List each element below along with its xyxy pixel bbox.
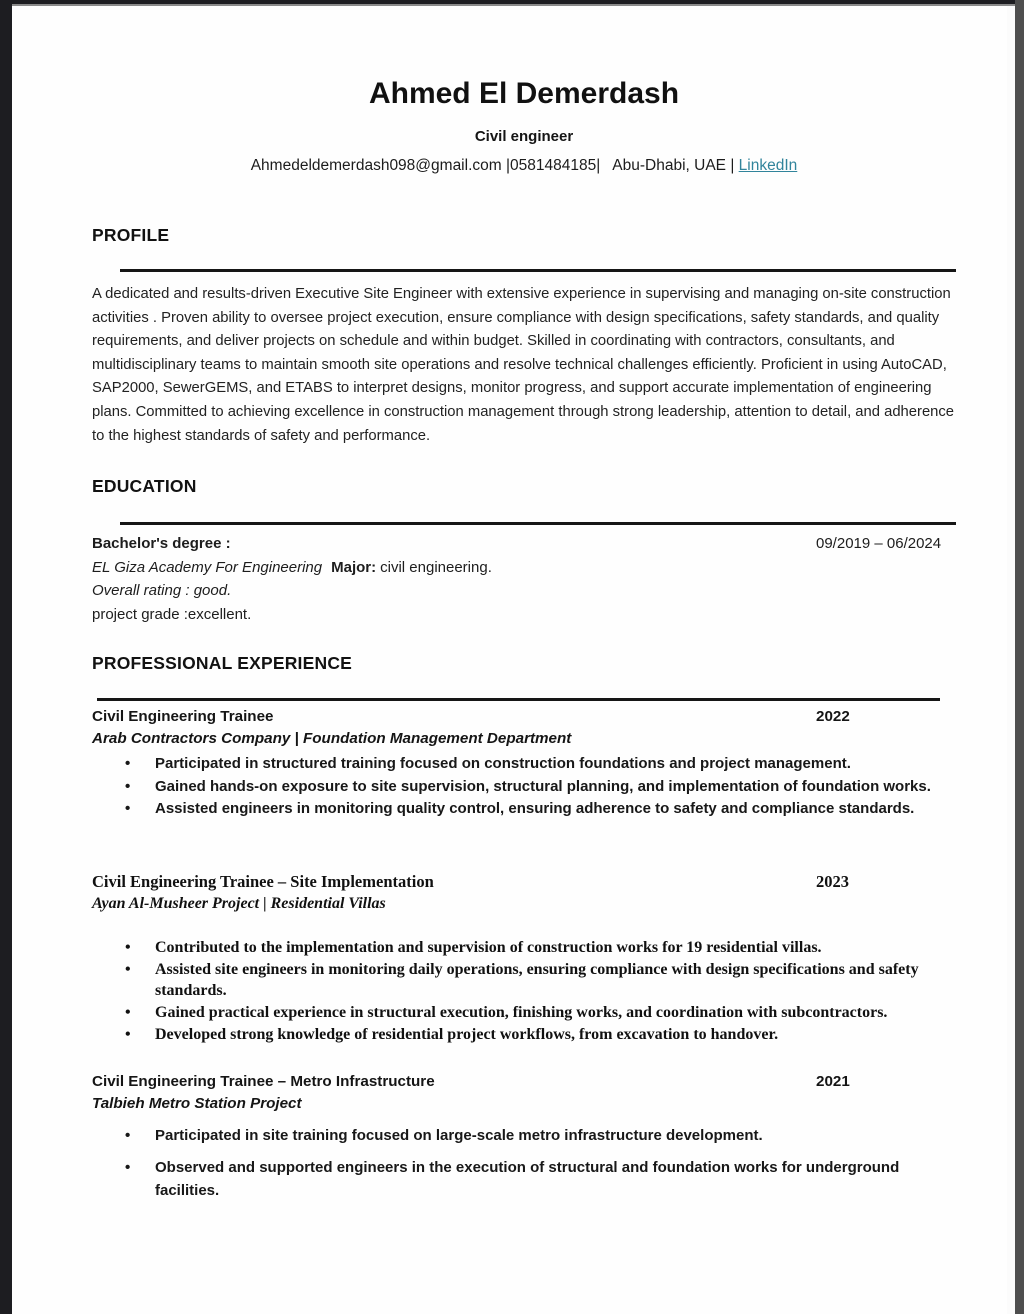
school-row bbox=[92, 556, 956, 580]
job-bullet-list bbox=[92, 937, 956, 1045]
candidate-name: Ahmed El Demerdash bbox=[368, 77, 680, 110]
job-bullet: • Gained hands-on exposure to site supervision, structural planning, and implementation of foundation works. bbox=[125, 776, 956, 799]
job-title-row bbox=[92, 871, 956, 893]
job-entry-2023 bbox=[92, 871, 956, 1045]
job-subtitle: Talbieh Metro Station Project bbox=[92, 1094, 302, 1112]
job-bullet: • Developed strong knowledge of residential project workflows, from excavation to handover. bbox=[125, 1024, 956, 1045]
experience-section bbox=[92, 653, 956, 1202]
profile-section bbox=[92, 225, 956, 448]
job-bullet: • Participated in structured training focused on construction foundations and project management. bbox=[125, 753, 956, 776]
education-section bbox=[92, 476, 956, 626]
job-entry-2022 bbox=[92, 706, 956, 821]
major-label: Major: bbox=[331, 558, 377, 576]
overall-rating: Overall rating : good. bbox=[92, 582, 232, 600]
job-title: Civil Engineering Trainee – Site Implementation bbox=[92, 871, 434, 891]
job-title: Civil Engineering Trainee bbox=[92, 708, 274, 726]
job-bullet-list bbox=[92, 1125, 956, 1203]
contact-line bbox=[92, 156, 956, 175]
job-title-row bbox=[92, 706, 956, 728]
job-title: Civil Engineering Trainee – Metro Infrastructure bbox=[92, 1072, 435, 1090]
job-bullet: • Assisted engineers in monitoring quality control, ensuring adherence to safety and compliance standards. bbox=[125, 798, 956, 821]
document-content bbox=[92, 0, 956, 1202]
candidate-job-title: Civil engineer bbox=[474, 128, 574, 145]
job-bullet: • Contributed to the implementation and supervision of construction works for 19 residential villas. bbox=[125, 937, 956, 958]
degree-row bbox=[92, 532, 956, 556]
major-value: civil engineering. bbox=[380, 558, 492, 576]
job-title-row bbox=[92, 1071, 956, 1093]
profile-summary: A dedicated and results-driven Executive Site Engineer with extensive experience in supervising and managing on-site construction activities . Proven ability to oversee project execution, ensure compliance with design specifications, safety standards, and quality requirements, and deliver projects on schedule and within budget. Skilled in coordinating with contractors, consultants, and multidisciplinary teams to maintain smooth site operations and resolve technical challenges efficiently. Proficient in using AutoCAD, SAP2000, SewerGEMS, and ETABS to interpret designs, monitor progress, and support accurate implementation of engineering plans. Committed to achieving excellence in construction management through strong leadership, attention to detail, and adherence to the highest standards of safety and performance. bbox=[92, 286, 955, 444]
job-year: 2021 bbox=[816, 1072, 850, 1090]
page-right-border bbox=[1015, 0, 1024, 1314]
education-entry bbox=[92, 532, 956, 626]
experience-divider bbox=[97, 698, 940, 701]
profile-heading: PROFILE bbox=[92, 225, 170, 245]
resume-header bbox=[92, 0, 956, 175]
experience-heading: PROFESSIONAL EXPERIENCE bbox=[92, 653, 353, 674]
job-entry-2021 bbox=[92, 1071, 956, 1203]
page-top-line bbox=[0, 4, 1024, 6]
education-divider bbox=[120, 522, 956, 525]
project-grade: project grade :excellent. bbox=[92, 605, 252, 623]
job-subtitle: Arab Contractors Company | Foundation Management Department bbox=[92, 730, 572, 748]
job-bullet: • Participated in site training focused on large-scale metro infrastructure development. bbox=[125, 1125, 956, 1148]
job-year: 2023 bbox=[816, 871, 849, 891]
linkedin-link[interactable]: LinkedIn bbox=[738, 157, 798, 174]
education-dates: 09/2019 – 06/2024 bbox=[816, 535, 942, 553]
job-bullet: • Gained practical experience in structural execution, finishing works, and coordination with subcontractors. bbox=[125, 1002, 956, 1023]
contact-text: Ahmedeldemerdash098@gmail.com |0581484185| Abu-Dhabi, UAE | bbox=[250, 157, 739, 174]
job-bullet-list bbox=[92, 753, 956, 821]
school-name: EL Giza Academy For Engineering bbox=[92, 558, 323, 576]
education-heading: EDUCATION bbox=[92, 476, 197, 497]
job-year: 2022 bbox=[816, 708, 850, 726]
profile-divider bbox=[120, 269, 956, 272]
page-right-shadow bbox=[1007, 0, 1015, 1314]
page-left-border bbox=[0, 0, 12, 1314]
job-subtitle: Ayan Al-Musheer Project | Residential Villas bbox=[92, 894, 386, 912]
job-bullet: • Assisted site engineers in monitoring daily operations, ensuring compliance with design specifications and safety standards. bbox=[125, 959, 956, 1001]
degree-label: Bachelor's degree : bbox=[92, 535, 231, 553]
job-bullet: • Observed and supported engineers in the execution of structural and foundation works for underground facilities. bbox=[125, 1157, 956, 1202]
